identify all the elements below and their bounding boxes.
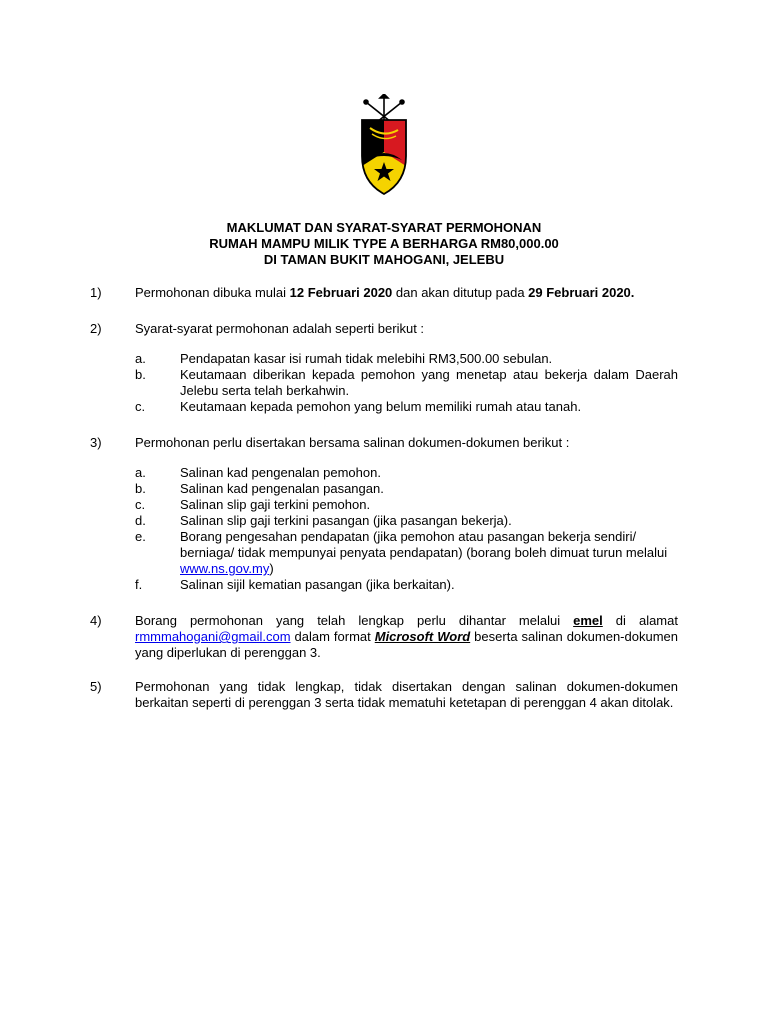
section-number: 4) [90,613,102,628]
section-number: 1) [90,285,102,300]
text-run: ) [269,561,274,576]
section-2-intro: Syarat-syarat permohonan adalah seperti berikut : [135,321,425,336]
section-3-list [90,465,678,593]
list-letter: c. [135,497,146,512]
list-letter: f. [135,577,143,592]
section-1-text [135,285,678,301]
list-item [135,367,678,399]
list-item [135,497,678,513]
list-text: Salinan slip gaji terkini pemohon. [180,497,371,512]
list-item [135,465,678,481]
format-emphasis: Microsoft Word [374,629,471,644]
list-text [180,529,678,577]
emel-emphasis: emel [573,613,603,628]
open-date: 12 Februari 2020 [289,285,393,300]
text-run: beserta salinan dokumen-dokumen yang diperlukan di perenggan 3. [135,629,678,660]
list-text: Salinan kad pengenalan pemohon. [180,465,381,480]
section-5 [90,679,678,711]
ns-gov-link[interactable]: www.ns.gov.my [180,561,270,576]
section-2 [90,321,678,337]
list-item [135,351,678,367]
close-date: 29 Februari 2020. [528,285,635,300]
list-item [135,529,678,577]
section-4 [90,613,678,661]
list-text: Salinan slip gaji terkini pasangan (jika pasangan bekerja). [180,513,512,528]
list-item [135,481,678,497]
text-run: Borang permohonan yang telah lengkap perlu dihantar melalui [135,613,574,628]
text-run: dan akan ditutup pada [392,285,529,300]
list-letter: c. [135,399,146,414]
list-item [135,513,678,529]
list-text: Pendapatan kasar isi rumah tidak melebihi RM3,500.00 sebulan. [180,351,553,366]
title-line-1: MAKLUMAT DAN SYARAT-SYARAT PERMOHONAN [226,220,542,235]
section-number: 3) [90,435,102,450]
document-title [0,220,768,268]
state-crest-logo [356,94,412,196]
section-1 [90,285,678,301]
crest-icon [356,94,412,196]
section-3-intro: Permohonan perlu disertakan bersama salinan dokumen-dokumen berikut : [135,435,570,450]
section-number: 2) [90,321,102,336]
section-2-list [90,351,678,415]
text-run: di alamat [602,613,678,628]
section-5-text: Permohonan yang tidak lengkap, tidak disertakan dengan salinan dokumen-dokumen berkaitan seperti di perenggan 3 serta tidak mematuhi ketetapan di perenggan 4 akan ditolak. [135,679,678,710]
list-letter: a. [135,351,146,366]
title-line-3: DI TAMAN BUKIT MAHOGANI, JELEBU [263,252,505,267]
list-item [135,399,678,415]
section-3 [90,435,678,451]
list-letter: e. [135,529,146,544]
text-run: dalam format [290,629,375,644]
section-4-text [135,613,678,661]
list-item [135,577,678,593]
section-number: 5) [90,679,102,694]
list-letter: a. [135,465,146,480]
list-letter: d. [135,513,146,528]
list-letter: b. [135,481,146,496]
list-text: Salinan kad pengenalan pasangan. [180,481,384,496]
title-line-2: RUMAH MAMPU MILIK TYPE A BERHARGA RM80,000.00 [209,236,559,251]
list-text: Salinan sijil kematian pasangan (jika berkaitan). [180,577,455,592]
list-text: Keutamaan kepada pemohon yang belum memiliki rumah atau tanah. [180,399,582,414]
list-text: Keutamaan diberikan kepada pemohon yang menetap atau bekerja dalam Daerah Jelebu serta telah berkahwin. [180,367,678,398]
email-link[interactable]: rmmmahogani@gmail.com [135,629,291,644]
text-run: Permohonan dibuka mulai [135,285,290,300]
text-run: Borang pengesahan pendapatan (jika pemohon atau pasangan bekerja sendiri/ berniaga/ tidak mempunyai penyata pendapatan) (borang boleh dimuat turun melalui [180,529,668,560]
list-letter: b. [135,367,146,382]
